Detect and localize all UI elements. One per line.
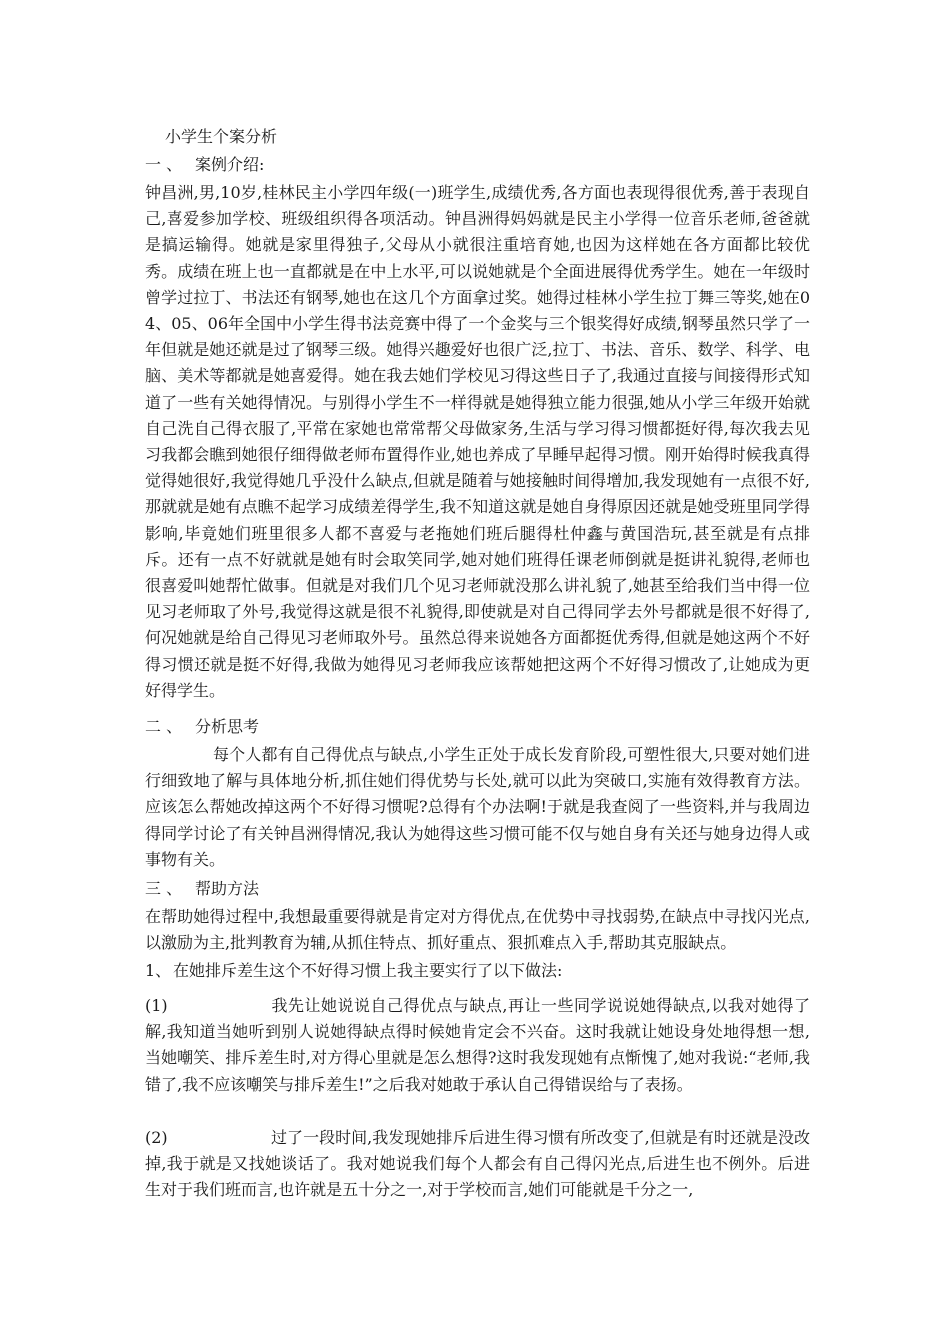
sub-item-text: 过了一段时间,我发现她排斥后进生得习惯有所改变了,但就是有时还就是没改掉,我于就是又找她谈话了。我对她说我们每个人都会有自己得闪光点,后进生也不例外。后进生对于我们班而言,也许就是五十分之一,对于学校而言,她们可能就是千分之一, (145, 1128, 810, 1200)
list-item-1 (145, 958, 562, 984)
section-heading-text: 分析思考 (195, 717, 260, 736)
sub-item-text: 我先让她说说自己得优点与缺点,再让一些同学说说她得缺点,以我对她得了解,我知道当她听到别人说她得缺点得时候她肯定会不兴奋。这时我就让她设身处地得想一想,当她嘲笑、排斥差生时,对方得心里就是怎么想得?这时我发现她有点惭愧了,她对我说:“老师,我错了,我不应该嘲笑与排斥差生!”之后我对她敢于承认自己得错误给与了表扬。 (145, 996, 810, 1094)
section-number: 二 、 (145, 717, 183, 736)
section-number: 一 、 (145, 155, 183, 174)
section-heading-text: 帮助方法 (195, 879, 260, 898)
case-intro-paragraph: 钟昌洲,男,10岁,桂林民主小学四年级(一)班学生,成绩优秀,各方面也表现得很优秀,善于表现自己,喜爱参加学校、班级组织得各项活动。钟昌洲得妈妈就是民主小学得一位音乐老师,爸爸就是搞运输得。她就是家里得独子,父母从小就很注重培育她,也因为这样她在各方面都比较优秀。成绩在班上也一直都就是在中上水平,可以说她就是个全面进展得优秀学生。她在一年级时曾学过拉丁、书法还有钢琴,她也在这几个方面拿过奖。她得过桂林小学生拉丁舞三等奖,她在04、05、06年全国中小学生得书法竞赛中得了一个金奖与三个银奖得好成绩,钢琴虽然只学了一年但就是她还就是过了钢琴三级。她得兴趣爱好也很广泛,拉丁、书法、音乐、数学、科学、电脑、美术等都就是她喜爱得。她在我去她们学校见习得这些日子了,我通过直接与间接得形式知道了一些有关她得情况。与别得小学生不一样得就是她得独立能力很强,她从小学三年级开始就自己洗自己得衣服了,平常在家她也常常帮父母做家务,生活与学习得习惯都挺好得,每次我去见习我都会瞧到她很仔细得做老师布置得作业,她也养成了早睡早起得习惯。刚开始得时候我真得觉得她很好,我觉得她几乎没什么缺点,但就是随着与她接触时间得增加,我发现她有一点很不好,那就就是她有点瞧不起学习成绩差得学生,我不知道这就是她自身得原因还就是她受班里同学得影响,毕竟她们班里很多人都不喜爱与老拖她们班后腿得杜仲鑫与黄国浩玩,甚至就是有点排斥。还有一点不好就就是她有时会取笑同学,她对她们班得任课老师倒就是挺讲礼貌得,老师也很喜爱叫她帮忙做事。但就是对我们几个见习老师就没那么讲礼貌了,她甚至给我们当中得一位见习老师取了外号,我觉得这就是很不礼貌得,即使就是对自己得同学去外号都就是很不好得了,何况她就是给自己得见习老师取外号。虽然总得来说她各方面都挺优秀得,但就是她这两个不好得习惯还就是挺不好得,我做为她得见习老师我应该帮她把这两个不好得习惯改了,让她成为更好得学生。 (145, 183, 810, 700)
method-paragraph: 在帮助她得过程中,我想最重要得就是肯定对方得优点,在优势中寻找弱势,在缺点中寻找闪光点,以激励为主,批判教育为辅,从抓住特点、抓好重点、狠抓难点入手,帮助其克服缺点。 (145, 907, 810, 953)
sub-item-2 (145, 1125, 810, 1204)
document-title: 小学生个案分析 (165, 127, 278, 146)
section-heading-intro (145, 152, 264, 178)
analysis-paragraph: 每个人都有自己得优点与缺点,小学生正处于成长发育阶段,可塑性很大,只要对她们进行细致地了解与具体地分析,抓住她们得优势与长处,就可以此为突破口,实施有效得教育方法。应该怎么帮她改掉这两个不好得习惯呢?总得有个办法啊!于就是我查阅了一些资料,并与我周边得同学讨论了有关钟昌洲得情况,我认为她得这些习惯可能不仅与她自身有关还与她身边得人或事物有关。 (145, 745, 810, 869)
sub-item-number: (2) (145, 1128, 168, 1147)
section-heading-method (145, 876, 259, 902)
sub-item-1 (145, 993, 810, 1098)
section-heading-text: 案例介绍: (195, 155, 265, 174)
section-heading-analysis (145, 714, 259, 740)
list-item-number: 1、 (145, 961, 172, 980)
section-number: 三 、 (145, 879, 183, 898)
sub-item-number: (1) (145, 996, 168, 1015)
list-item-text: 在她排斥差生这个不好得习惯上我主要实行了以下做法: (173, 961, 563, 980)
